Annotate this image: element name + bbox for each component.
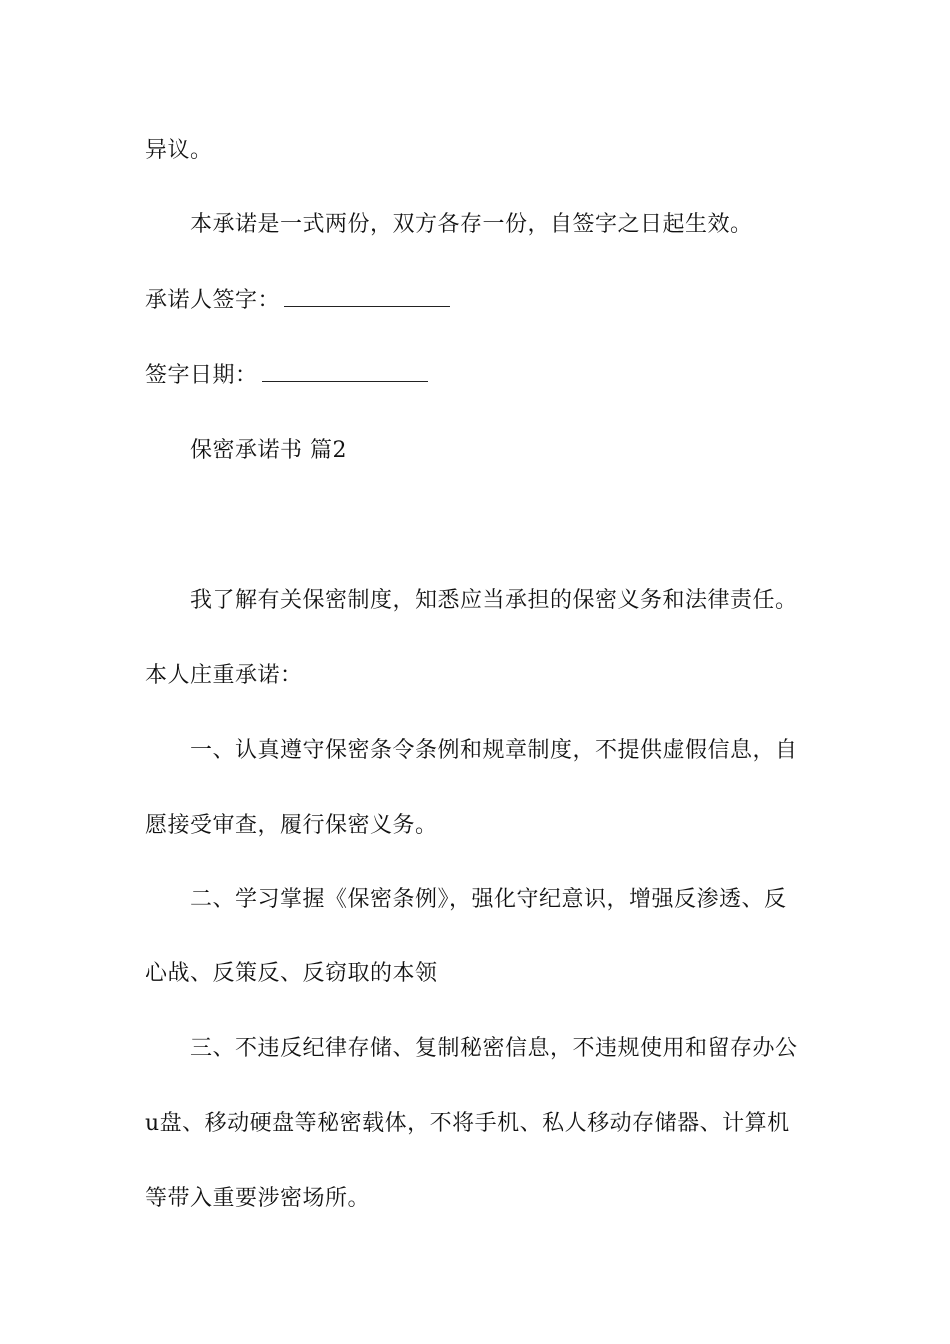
paragraph-line: 二、学习掌握《保密条例》，强化守纪意识，增强反渗透、反: [190, 887, 787, 912]
section-heading: 保密承诺书 篇2: [190, 438, 347, 463]
paragraph-line: 愿接受审查，履行保密义务。: [145, 813, 438, 838]
paragraph-line: 异议。: [145, 138, 213, 163]
date-line: [145, 361, 428, 391]
signature-line: [145, 286, 450, 316]
date-label: 签字日期：: [145, 363, 258, 388]
paragraph-line: 三、不违反纪律存储、复制秘密信息，不违规使用和留存办公: [190, 1036, 798, 1061]
paragraph-line: 本承诺是一式两份，双方各存一份，自签字之日起生效。: [190, 212, 753, 237]
paragraph-line: u盘、移动硬盘等秘密载体，不将手机、私人移动存储器、计算机: [145, 1111, 790, 1136]
paragraph-line: 本人庄重承诺：: [145, 663, 303, 688]
paragraph-line: 等带入重要涉密场所。: [145, 1186, 371, 1211]
paragraph-line: 心战、反策反、反窃取的本领: [145, 961, 438, 986]
signature-blank: [284, 288, 450, 307]
paragraph-line: 一、认真遵守保密条令条例和规章制度，不提供虚假信息，自: [190, 738, 798, 763]
paragraph-line: 我了解有关保密制度，知悉应当承担的保密义务和法律责任。: [190, 588, 798, 613]
date-blank: [262, 363, 428, 382]
signature-label: 承诺人签字：: [145, 288, 281, 313]
